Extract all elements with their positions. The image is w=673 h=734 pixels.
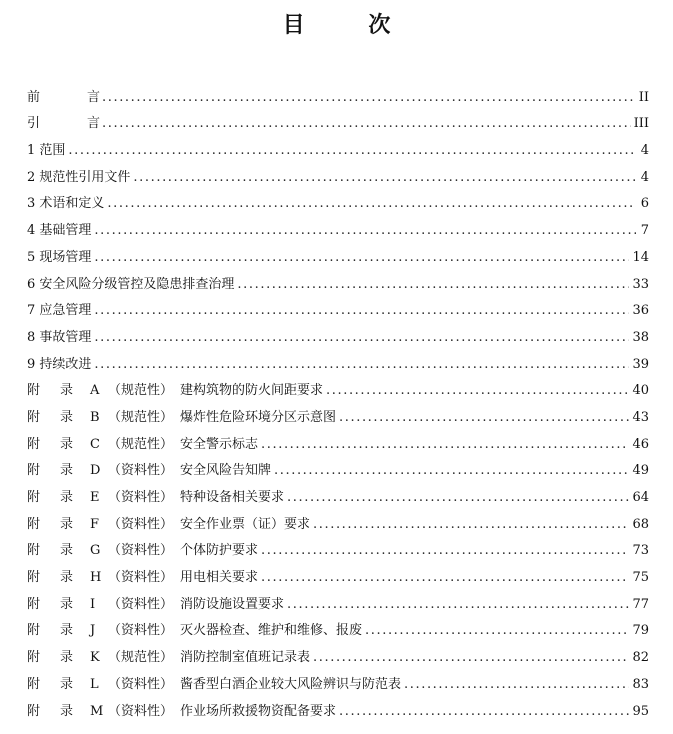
toc-page-number: 4 (640, 169, 649, 185)
toc-appendix-char: 附 (27, 383, 41, 399)
toc-entry-label (27, 303, 91, 319)
toc-entry[interactable] (27, 399, 649, 426)
toc-appendix-char: 录 (60, 570, 74, 586)
toc-leader-dots (313, 650, 629, 666)
toc-appendix-char: 附 (27, 570, 41, 586)
toc-leader-dots (326, 383, 629, 399)
toc-entry-label (27, 463, 271, 479)
toc-appendix-letter: G (90, 543, 101, 559)
toc-appendix-title: 用电相关要求 (180, 570, 259, 586)
toc-appendix-title: 特种设备相关要求 (180, 490, 285, 505)
toc-appendix-kind: （规范性） (108, 409, 174, 425)
toc-appendix-char: 录 (60, 383, 74, 399)
toc-entry-label (27, 490, 284, 506)
toc-appendix-char: 录 (60, 623, 74, 639)
toc-appendix-char: 附 (27, 623, 41, 639)
toc-entry[interactable] (27, 693, 649, 720)
toc-entry-label (27, 90, 99, 106)
toc-appendix-letter: C (90, 436, 100, 452)
toc-appendix-title: 个体防护要求 (180, 543, 259, 559)
toc-entry[interactable] (27, 506, 649, 533)
toc-appendix-title: 消防设施设置要求 (180, 596, 285, 612)
toc-leader-dots (287, 490, 629, 506)
toc-leader-dots (274, 463, 629, 479)
toc-entry[interactable] (27, 559, 649, 586)
toc-entry[interactable] (27, 586, 649, 613)
toc-appendix-letter: A (90, 383, 100, 399)
table-of-contents (27, 79, 649, 720)
toc-entry-label (27, 330, 91, 346)
toc-leader-dots (261, 570, 629, 586)
toc-section-title: 9 持续改进 (27, 356, 92, 372)
toc-entry[interactable] (27, 346, 649, 373)
toc-appendix-char: 附 (27, 409, 41, 425)
toc-leader-dots (94, 250, 629, 266)
toc-appendix-char: 录 (60, 436, 74, 452)
toc-leader-dots (102, 90, 636, 106)
toc-entry[interactable] (27, 666, 649, 693)
toc-section-title: 7 应急管理 (27, 303, 92, 319)
toc-page-number: 49 (632, 463, 649, 479)
toc-appendix-title: 安全警示标志 (180, 436, 259, 452)
toc-appendix-kind: （资料性） (108, 596, 174, 612)
toc-page-number: 39 (632, 356, 649, 372)
toc-leader-dots (237, 277, 629, 293)
toc-page-number: 79 (632, 623, 649, 639)
toc-leader-dots (261, 437, 629, 453)
toc-leader-dots (365, 623, 629, 639)
toc-entry-label (27, 623, 362, 639)
toc-leader-dots (404, 677, 629, 693)
toc-appendix-letter: M (90, 703, 104, 719)
toc-appendix-letter: H (90, 570, 102, 586)
toc-leader-dots (94, 303, 629, 319)
toc-appendix-kind: （规范性） (108, 436, 174, 452)
toc-appendix-char: 附 (27, 543, 41, 559)
toc-leader-dots (339, 410, 629, 426)
toc-entry[interactable] (27, 212, 649, 239)
toc-appendix-char: 附 (27, 436, 41, 452)
toc-page-number: 64 (632, 490, 649, 505)
toc-entry-label (27, 517, 310, 533)
toc-leader-dots (287, 597, 629, 613)
toc-entry-label (27, 704, 336, 720)
toc-appendix-char: 附 (27, 703, 41, 719)
toc-appendix-char: 附 (27, 490, 41, 505)
toc-entry[interactable] (27, 373, 649, 400)
toc-appendix-title: 安全作业票（证）要求 (180, 516, 311, 532)
toc-appendix-kind: （规范性） (108, 650, 174, 666)
toc-page-number: 6 (640, 196, 649, 212)
toc-page-number: 77 (632, 596, 649, 612)
toc-appendix-kind: （资料性） (108, 623, 174, 639)
toc-appendix-kind: （资料性） (108, 543, 174, 559)
toc-appendix-letter: K (90, 650, 100, 666)
toc-leader-dots (94, 330, 629, 346)
toc-page-number: 46 (632, 436, 649, 452)
toc-appendix-char: 录 (60, 650, 74, 666)
toc-entry-label (27, 223, 91, 239)
toc-appendix-kind: （资料性） (108, 570, 174, 586)
toc-section-title: 6 安全风险分级管控及隐患排查治理 (27, 276, 235, 292)
toc-entry[interactable] (27, 479, 649, 506)
toc-page-number: 36 (632, 303, 649, 319)
toc-appendix-char: 附 (27, 463, 41, 479)
toc-section-title: 8 事故管理 (27, 329, 92, 345)
toc-page-number: 82 (632, 650, 649, 666)
toc-entry-label (27, 543, 258, 559)
toc-page-number: 43 (632, 409, 649, 425)
toc-appendix-kind: （资料性） (108, 463, 174, 479)
toc-entry[interactable] (27, 453, 649, 480)
toc-appendix-char: 录 (60, 543, 74, 559)
toc-page-number: II (638, 89, 649, 105)
toc-appendix-letter: B (90, 409, 100, 425)
toc-appendix-kind: （规范性） (108, 383, 174, 399)
toc-section-title: 5 现场管理 (27, 249, 92, 265)
toc-entry[interactable] (27, 426, 649, 453)
toc-appendix-kind: （资料性） (108, 676, 174, 692)
toc-appendix-char: 录 (60, 703, 74, 719)
toc-appendix-char: 录 (60, 596, 74, 612)
page-title: 目 次 (282, 13, 419, 38)
toc-entry[interactable] (27, 639, 649, 666)
toc-leader-dots (133, 170, 636, 186)
toc-entry-label (27, 437, 258, 453)
toc-appendix-letter: I (90, 596, 96, 612)
toc-appendix-title: 酱香型白酒企业较大风险辨识与防范表 (180, 676, 402, 692)
toc-entry[interactable] (27, 293, 649, 320)
toc-entry[interactable] (27, 533, 649, 560)
toc-leader-dots (68, 143, 636, 159)
toc-entry-label (27, 410, 336, 426)
toc-entry[interactable] (27, 106, 649, 133)
toc-appendix-char: 附 (27, 650, 41, 666)
toc-entry[interactable] (27, 239, 649, 266)
toc-page-number: 68 (632, 516, 649, 532)
toc-appendix-title: 安全风险告知牌 (180, 463, 272, 479)
toc-entry-char: 前 (27, 89, 41, 105)
toc-appendix-char: 录 (60, 490, 74, 505)
toc-entry[interactable] (27, 159, 649, 186)
toc-leader-dots (107, 196, 636, 212)
toc-entry-label (27, 650, 310, 666)
toc-entry-label (27, 597, 284, 613)
toc-appendix-letter: J (90, 623, 96, 639)
toc-page-number: 4 (640, 143, 649, 159)
toc-entry[interactable] (27, 266, 649, 293)
toc-appendix-title: 作业场所救援物资配备要求 (180, 703, 337, 719)
toc-section-title: 1 范围 (27, 143, 66, 159)
toc-entry-label (27, 357, 91, 373)
toc-page-number: 95 (632, 703, 649, 719)
toc-entry[interactable] (27, 319, 649, 346)
toc-appendix-kind: （资料性） (108, 703, 174, 719)
toc-page-number: 33 (632, 276, 649, 292)
toc-leader-dots (94, 223, 636, 239)
toc-entry-label (27, 677, 401, 693)
toc-appendix-char: 录 (60, 463, 74, 479)
toc-page-number: 40 (632, 383, 649, 399)
toc-appendix-letter: L (90, 676, 99, 692)
toc-entry-label (27, 277, 234, 293)
toc-entry-char: 言 (87, 116, 101, 132)
toc-entry[interactable] (27, 79, 649, 106)
toc-page-number: 73 (632, 543, 649, 559)
toc-leader-dots (339, 704, 629, 720)
toc-section-title: 3 术语和定义 (27, 196, 105, 212)
toc-leader-dots (261, 543, 629, 559)
toc-entry-label (27, 570, 258, 586)
toc-section-title: 4 基础管理 (27, 223, 92, 239)
toc-leader-dots (94, 357, 629, 373)
toc-entry[interactable] (27, 132, 649, 159)
toc-appendix-char: 录 (60, 676, 74, 692)
toc-appendix-kind: （资料性） (108, 490, 174, 505)
toc-leader-dots (313, 517, 629, 533)
toc-appendix-title: 建构筑物的防火间距要求 (180, 383, 324, 399)
toc-entry-label (27, 383, 323, 399)
toc-entry-char: 言 (87, 89, 101, 105)
toc-entry-label (27, 143, 65, 159)
toc-appendix-char: 录 (60, 516, 74, 532)
toc-appendix-title: 爆炸性危险环境分区示意图 (180, 409, 337, 425)
toc-section-title: 2 规范性引用文件 (27, 169, 131, 185)
toc-page-number: 75 (632, 570, 649, 586)
toc-page-number: 14 (632, 249, 649, 265)
toc-appendix-letter: E (90, 490, 100, 505)
toc-appendix-title: 消防控制室值班记录表 (180, 650, 311, 666)
toc-entry-char: 引 (27, 116, 41, 132)
toc-appendix-char: 附 (27, 596, 41, 612)
toc-page-number: 38 (632, 329, 649, 345)
toc-appendix-title: 灭火器检查、维护和维修、报废 (180, 623, 363, 639)
toc-entry-label (27, 250, 91, 266)
toc-entry-label (27, 170, 130, 186)
toc-page-number: III (633, 116, 649, 132)
toc-page-number: 7 (640, 223, 649, 239)
toc-appendix-char: 附 (27, 516, 41, 532)
toc-appendix-kind: （资料性） (108, 516, 174, 532)
toc-entry[interactable] (27, 613, 649, 640)
toc-appendix-char: 附 (27, 676, 41, 692)
toc-appendix-letter: F (90, 516, 100, 532)
toc-entry[interactable] (27, 186, 649, 213)
toc-leader-dots (102, 116, 631, 132)
toc-appendix-char: 录 (60, 409, 74, 425)
toc-entry-label (27, 116, 99, 132)
toc-appendix-letter: D (90, 463, 101, 479)
toc-page-number: 83 (632, 676, 649, 692)
toc-entry-label (27, 196, 104, 212)
